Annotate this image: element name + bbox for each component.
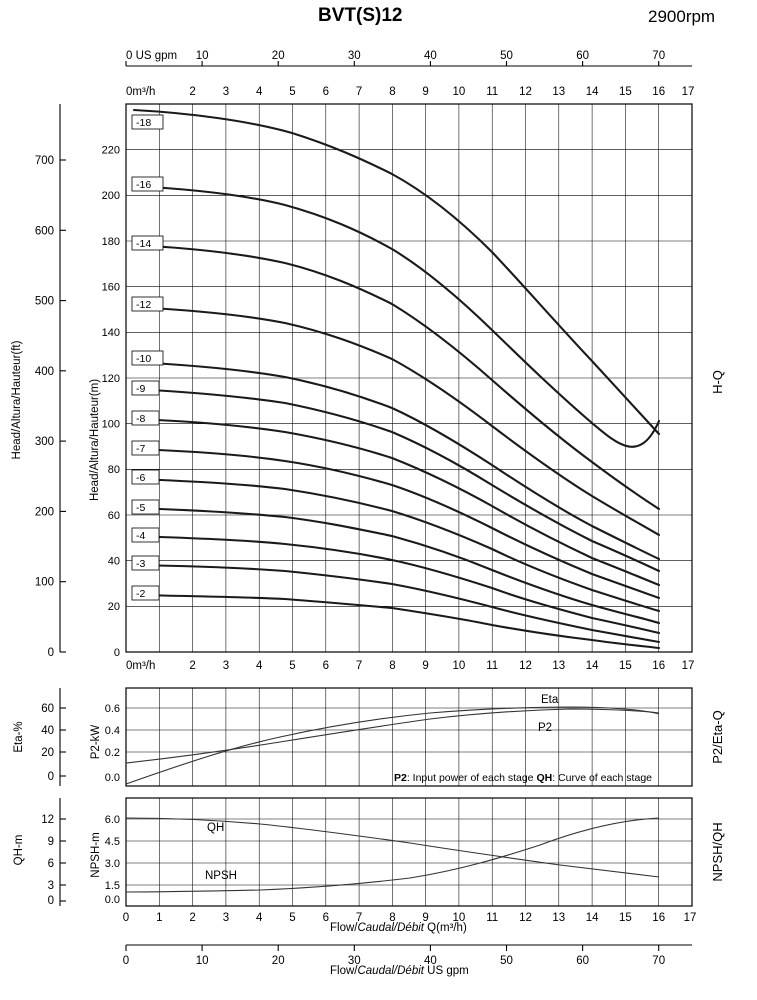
svg-text:16: 16 xyxy=(652,86,666,98)
svg-text:20: 20 xyxy=(107,601,120,613)
svg-text:6: 6 xyxy=(322,86,330,98)
svg-text:0.4: 0.4 xyxy=(104,725,120,737)
svg-text:6: 6 xyxy=(322,660,330,672)
npsh-curve-label: NPSH xyxy=(205,870,237,882)
svg-text:70: 70 xyxy=(652,955,666,967)
svg-text:-14: -14 xyxy=(136,238,152,250)
svg-text:14: 14 xyxy=(585,912,599,924)
svg-text:40: 40 xyxy=(107,555,120,568)
svg-text:0: 0 xyxy=(47,647,54,659)
svg-text:3: 3 xyxy=(222,660,230,672)
svg-text:-3: -3 xyxy=(136,558,146,570)
svg-text:7: 7 xyxy=(355,86,363,98)
svg-text:P2: Input power of each stage: P2: Input power of each stage QH: Curve of each stage xyxy=(394,772,652,784)
right-label-npshqh: NPSH/QH xyxy=(710,822,725,882)
svg-text:16: 16 xyxy=(652,912,666,924)
svg-text:7: 7 xyxy=(355,912,363,924)
svg-text:13: 13 xyxy=(552,86,566,98)
bottom-gpm-axis xyxy=(123,945,692,967)
svg-text:4: 4 xyxy=(255,86,263,98)
svg-text:3.0: 3.0 xyxy=(104,858,120,870)
svg-text:9: 9 xyxy=(47,836,54,848)
svg-text:3: 3 xyxy=(222,86,230,98)
svg-text:60: 60 xyxy=(107,509,120,522)
svg-text:140: 140 xyxy=(101,327,120,340)
top-m3h-axis xyxy=(126,86,694,104)
top-gpm-axis xyxy=(126,50,692,66)
svg-text:20: 20 xyxy=(271,955,285,967)
svg-text:60: 60 xyxy=(576,50,589,62)
svg-text:-4: -4 xyxy=(136,530,146,542)
svg-text:12: 12 xyxy=(41,814,54,826)
npsh-axis-labels xyxy=(90,814,120,906)
hq-stage-labels xyxy=(132,115,163,600)
svg-text:1.5: 1.5 xyxy=(104,880,120,892)
svg-text:Head/Altura/Hauteur(ft): Head/Altura/Hauteur(ft) xyxy=(11,340,23,460)
svg-text:6: 6 xyxy=(322,912,330,924)
svg-text:12: 12 xyxy=(519,912,532,924)
svg-text:9: 9 xyxy=(422,86,429,98)
svg-text:6.0: 6.0 xyxy=(104,814,120,826)
svg-text:12: 12 xyxy=(519,660,532,672)
right-label-hq: H-Q xyxy=(710,370,725,394)
svg-text:4.5: 4.5 xyxy=(104,836,120,848)
svg-text:14: 14 xyxy=(585,86,599,98)
svg-text:5: 5 xyxy=(289,912,296,924)
svg-text:2: 2 xyxy=(189,912,196,924)
svg-text:500: 500 xyxy=(34,295,54,308)
svg-text:11: 11 xyxy=(486,912,499,924)
speed-label: 2900rpm xyxy=(648,7,716,26)
svg-text:10: 10 xyxy=(195,955,209,967)
svg-text:3: 3 xyxy=(47,880,54,892)
svg-text:13: 13 xyxy=(552,912,566,924)
svg-text:120: 120 xyxy=(101,372,120,385)
svg-text:-8: -8 xyxy=(136,413,146,425)
svg-text:16: 16 xyxy=(652,660,666,672)
svg-text:0.0: 0.0 xyxy=(104,894,120,906)
svg-text:-16: -16 xyxy=(136,179,152,191)
svg-text:7: 7 xyxy=(355,660,363,672)
flow-axis-label-gpm: Flow/Caudal/Débit US gpm xyxy=(330,965,469,977)
svg-text:15: 15 xyxy=(619,660,632,672)
svg-text:8: 8 xyxy=(389,86,396,98)
svg-text:10: 10 xyxy=(195,50,209,62)
svg-text:13: 13 xyxy=(552,660,566,672)
svg-text:20: 20 xyxy=(271,50,285,62)
svg-text:0 US gpm: 0 US gpm xyxy=(126,50,178,62)
svg-text:60: 60 xyxy=(41,703,54,715)
svg-text:17: 17 xyxy=(681,660,695,672)
svg-text:8: 8 xyxy=(389,912,396,924)
svg-text:0: 0 xyxy=(122,955,130,967)
svg-text:30: 30 xyxy=(347,955,361,967)
svg-text:2: 2 xyxy=(189,86,196,98)
svg-text:60: 60 xyxy=(576,955,589,967)
svg-text:160: 160 xyxy=(101,281,120,294)
svg-text:20: 20 xyxy=(41,747,54,759)
svg-text:0.0: 0.0 xyxy=(104,772,120,784)
svg-text:12: 12 xyxy=(519,86,532,98)
svg-text:QH-m: QH-m xyxy=(13,834,25,866)
svg-text:5: 5 xyxy=(289,660,296,672)
svg-text:17: 17 xyxy=(683,912,697,924)
svg-text:4: 4 xyxy=(255,660,263,672)
svg-text:-5: -5 xyxy=(136,502,146,514)
svg-text:300: 300 xyxy=(34,436,54,449)
svg-text:NPSH-m: NPSH-m xyxy=(90,832,102,878)
svg-text:700: 700 xyxy=(34,155,54,167)
flow-axis-label-m3h: Flow/Caudal/Débit Q(m³/h) xyxy=(330,922,467,934)
hq-curves xyxy=(134,110,659,648)
svg-text:100: 100 xyxy=(34,576,54,589)
svg-text:220: 220 xyxy=(101,144,120,157)
svg-text:200: 200 xyxy=(34,506,54,519)
svg-text:40: 40 xyxy=(41,725,54,737)
hq-left-meter-axis xyxy=(89,145,120,660)
svg-text:0.2: 0.2 xyxy=(104,747,120,759)
p2qh-note xyxy=(394,772,652,784)
svg-text:6: 6 xyxy=(47,858,54,870)
svg-text:180: 180 xyxy=(101,235,120,248)
svg-text:11: 11 xyxy=(486,660,499,672)
svg-text:-10: -10 xyxy=(136,353,152,365)
svg-text:70: 70 xyxy=(652,50,666,62)
svg-text:40: 40 xyxy=(424,955,437,967)
svg-text:2: 2 xyxy=(189,660,196,672)
svg-text:-12: -12 xyxy=(136,299,152,311)
svg-text:0m³/h: 0m³/h xyxy=(126,660,156,672)
svg-text:4: 4 xyxy=(255,912,263,924)
svg-text:600: 600 xyxy=(34,225,54,238)
svg-text:P2-kW: P2-kW xyxy=(90,724,102,760)
svg-text:1: 1 xyxy=(156,912,163,924)
svg-text:10: 10 xyxy=(452,86,466,98)
svg-text:15: 15 xyxy=(619,912,632,924)
svg-text:-9: -9 xyxy=(136,383,146,395)
chart-title: BVT(S)12 xyxy=(318,5,403,26)
svg-text:0: 0 xyxy=(122,912,130,924)
svg-text:15: 15 xyxy=(619,86,632,98)
svg-text:200: 200 xyxy=(101,190,120,203)
svg-text:50: 50 xyxy=(500,955,513,967)
svg-text:17: 17 xyxy=(681,86,695,98)
svg-text:100: 100 xyxy=(101,418,120,431)
hq-left-feet-axis xyxy=(11,104,66,659)
svg-text:0.6: 0.6 xyxy=(104,703,120,715)
qh-axis xyxy=(13,798,66,907)
svg-text:-18: -18 xyxy=(136,117,152,129)
svg-text:-2: -2 xyxy=(136,588,146,600)
svg-text:0m³/h: 0m³/h xyxy=(126,86,156,98)
svg-text:8: 8 xyxy=(389,660,396,672)
p2-axis-labels xyxy=(90,703,120,784)
qh-curve-label: QH xyxy=(207,822,225,834)
svg-text:50: 50 xyxy=(500,50,513,62)
svg-text:14: 14 xyxy=(585,660,599,672)
svg-text:11: 11 xyxy=(486,86,499,98)
svg-text:0: 0 xyxy=(47,895,54,907)
hq-bottom-axis xyxy=(126,660,694,672)
svg-text:30: 30 xyxy=(347,50,361,62)
svg-text:-6: -6 xyxy=(136,472,146,484)
npshqh-plot-frame xyxy=(126,798,692,906)
svg-text:Eta-%: Eta-% xyxy=(13,721,25,753)
svg-text:5: 5 xyxy=(289,86,296,98)
eta-curve-label: Eta xyxy=(541,694,559,706)
svg-text:9: 9 xyxy=(422,660,429,672)
svg-text:0: 0 xyxy=(113,647,120,659)
svg-text:80: 80 xyxy=(107,464,120,477)
svg-text:40: 40 xyxy=(424,50,437,62)
eta-axis xyxy=(13,688,66,786)
svg-text:10: 10 xyxy=(452,912,466,924)
right-label-p2eta: P2/Eta-Q xyxy=(710,710,725,764)
svg-text:-7: -7 xyxy=(136,443,146,455)
svg-text:0: 0 xyxy=(47,771,54,783)
svg-text:3: 3 xyxy=(222,912,230,924)
svg-text:9: 9 xyxy=(422,912,429,924)
svg-text:10: 10 xyxy=(452,660,466,672)
svg-text:400: 400 xyxy=(34,365,54,378)
svg-text:Head/Altura/Hauteur(m): Head/Altura/Hauteur(m) xyxy=(89,378,101,502)
p2-curve-label: P2 xyxy=(538,722,553,734)
